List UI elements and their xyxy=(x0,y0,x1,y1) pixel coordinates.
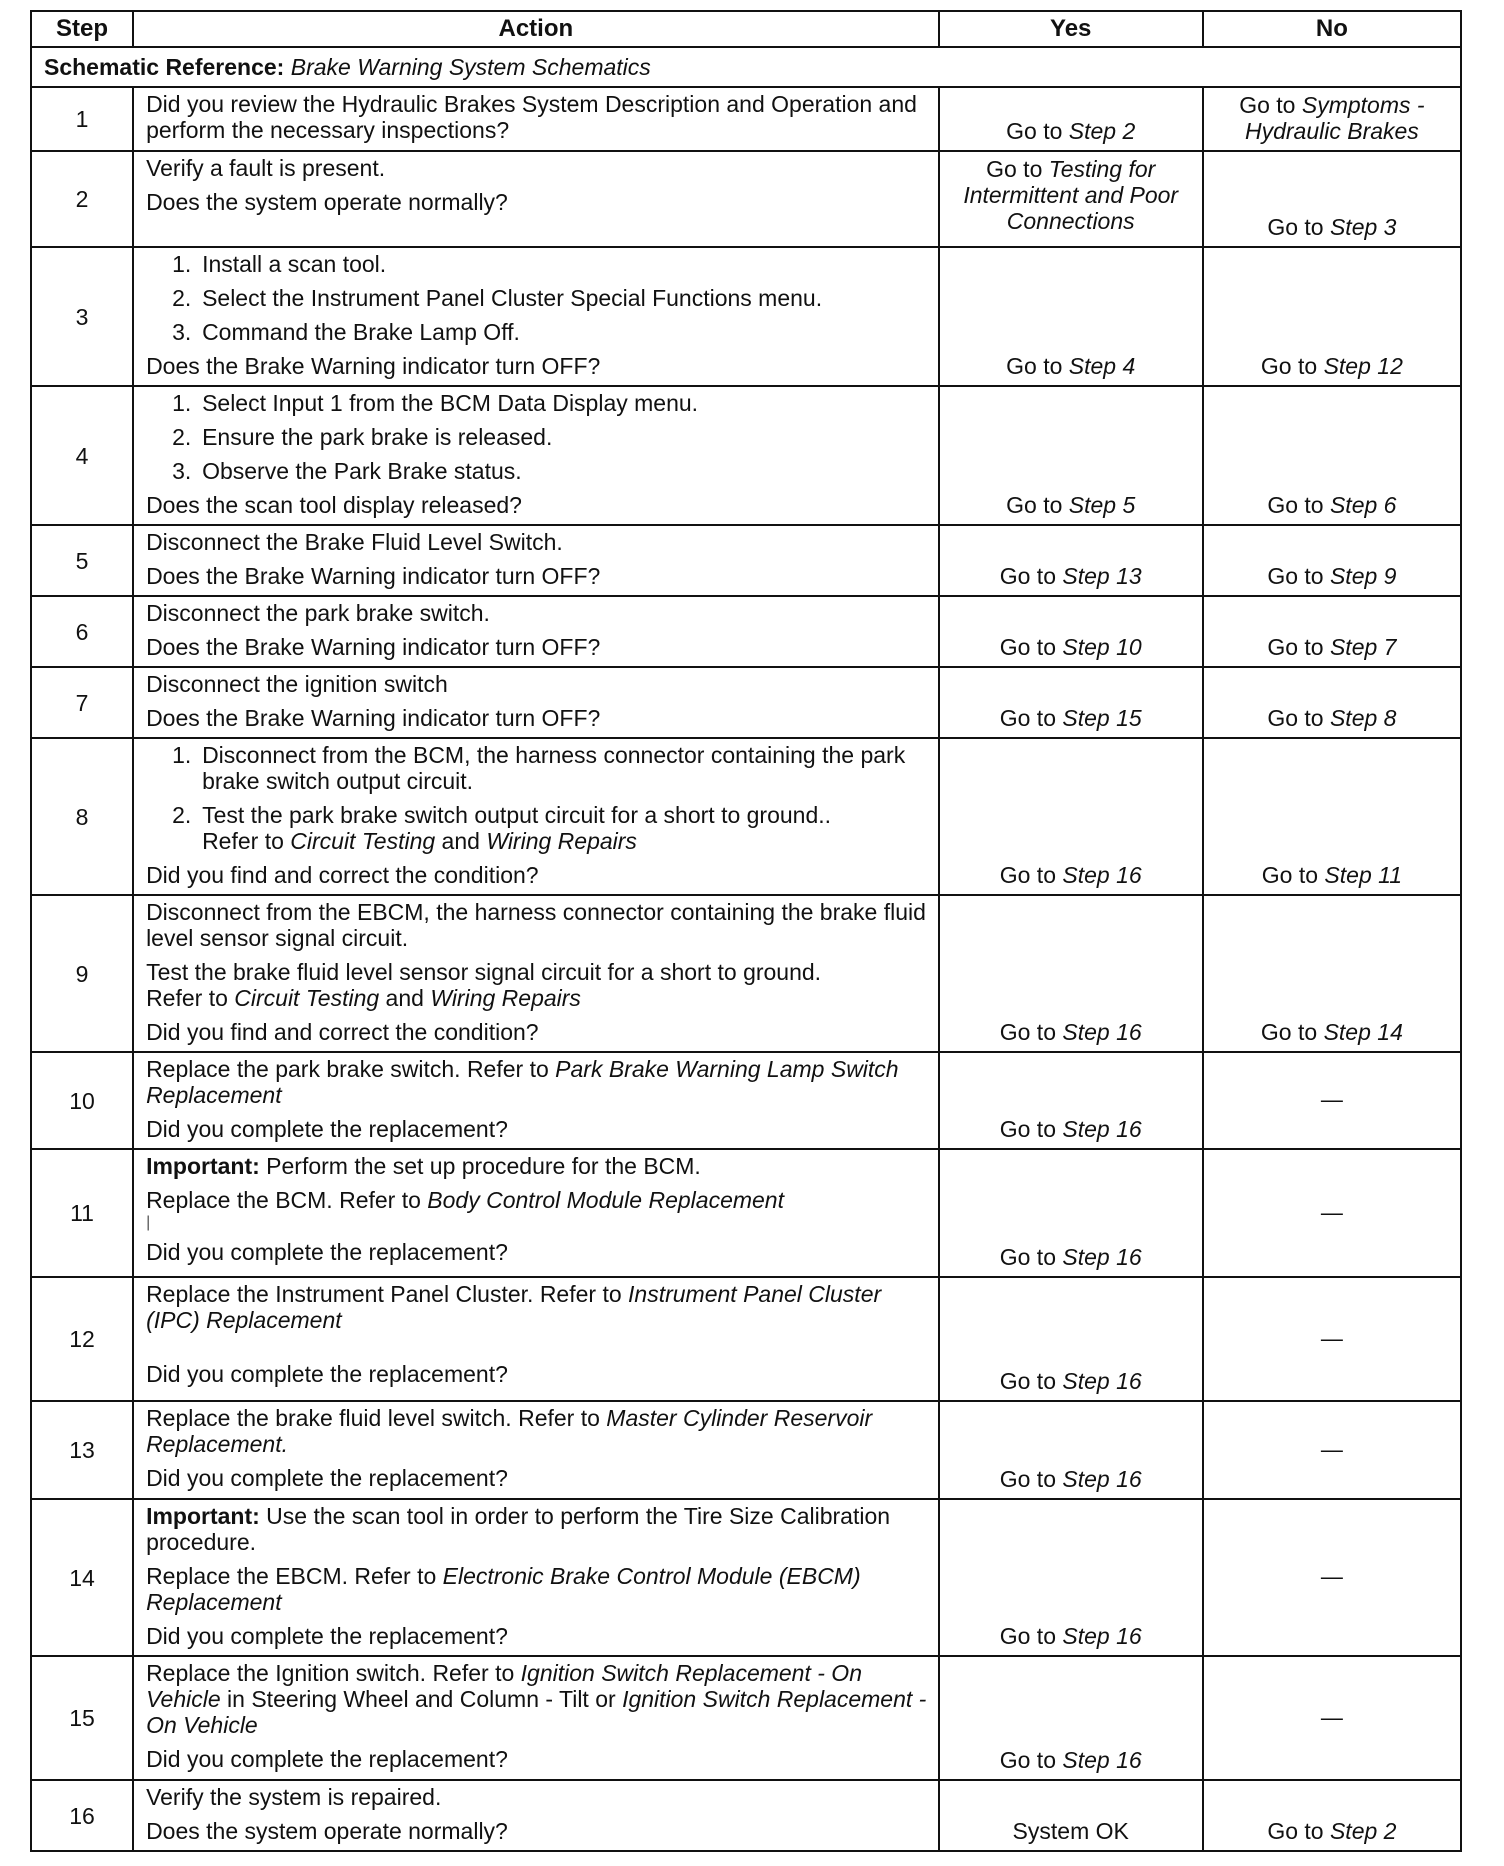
action-cell xyxy=(133,247,939,386)
header-row xyxy=(31,11,1461,47)
dash: — xyxy=(1320,1325,1343,1351)
question: Does the scan tool display released? xyxy=(146,492,522,518)
system-ok-text: System OK xyxy=(1012,1818,1129,1844)
yes-cell[interactable] xyxy=(939,525,1203,596)
no-cell xyxy=(1203,1656,1461,1780)
ignition-switch-link-2[interactable]: Ignition Switch Replacement - On Vehicle xyxy=(146,1686,927,1738)
yes-step-link[interactable]: Step 16 xyxy=(1062,1244,1142,1270)
table-row xyxy=(31,386,1461,525)
step-number: 5 xyxy=(31,525,133,596)
action-cell xyxy=(133,151,939,247)
instruction: Disconnect from the EBCM, the harness connector containing the brake fluid level sensor signal circuit. xyxy=(146,899,926,951)
table-row xyxy=(31,87,1461,151)
instruction: Replace the Ignition switch. Refer to Ignition Switch Replacement - On Vehicle in Steering Wheel and Column - Tilt or Ignition Switch Replacement - On Vehicle xyxy=(146,1660,927,1738)
go-to-text: Go to xyxy=(999,1747,1056,1773)
no-cell xyxy=(1203,1401,1461,1499)
list-item: 3. Observe the Park Brake status. xyxy=(172,458,522,484)
go-to-text: Go to xyxy=(999,705,1056,731)
action-cell xyxy=(133,1499,939,1656)
yes-step-link[interactable]: Step 16 xyxy=(1062,1116,1142,1142)
header-action: Action xyxy=(133,11,939,47)
go-to-text: Go to xyxy=(1006,353,1063,379)
go-to-text: Go to xyxy=(999,563,1056,589)
go-to-text: Go to xyxy=(1267,214,1324,240)
go-to-text: Go to xyxy=(1260,353,1318,379)
instruction: Verify a fault is present. xyxy=(146,155,386,181)
step-number: 4 xyxy=(31,386,133,525)
no-cell xyxy=(1203,1499,1461,1656)
no-step-link[interactable]: Step 14 xyxy=(1323,1019,1403,1045)
question: Did you find and correct the condition? xyxy=(146,862,539,888)
no-cell[interactable] xyxy=(1203,247,1461,386)
question: Did you review the Hydraulic Brakes System Description and Operation and perform the necessary inspections? xyxy=(146,91,917,143)
yes-cell[interactable] xyxy=(939,1401,1203,1499)
dash: — xyxy=(1320,1564,1343,1589)
action-cell xyxy=(133,1149,939,1277)
question: Did you complete the replacement? xyxy=(146,1465,508,1491)
go-to-text: Go to xyxy=(999,1623,1056,1649)
go-to-text: Go to xyxy=(1267,634,1324,660)
question: Did you complete the replacement? xyxy=(146,1623,508,1649)
question: Does the Brake Warning indicator turn OFF? xyxy=(146,705,601,731)
action-cell xyxy=(133,1780,939,1851)
step-number: 8 xyxy=(31,738,133,895)
diagnostic-table xyxy=(30,10,1462,1852)
go-to-text: Go to xyxy=(1260,1019,1318,1045)
yes-step-link[interactable]: Step 16 xyxy=(1062,1747,1142,1773)
go-to-text: Go to xyxy=(1267,705,1324,731)
table-row xyxy=(31,596,1461,667)
replacement-link[interactable]: Electronic Brake Control Module (EBCM) Replacement xyxy=(146,1563,861,1615)
table-row xyxy=(31,1149,1461,1277)
step-number: 15 xyxy=(31,1656,133,1780)
ignition-switch-link[interactable]: Ignition Switch Replacement - On Vehicle xyxy=(146,1660,862,1712)
list-item: 1. Select Input 1 from the BCM Data Display menu. xyxy=(172,390,699,416)
yes-step-link[interactable]: Step 15 xyxy=(1062,705,1142,731)
list-item: 2. Select the Instrument Panel Cluster Special Functions menu. xyxy=(172,285,823,311)
action-cell xyxy=(133,1401,939,1499)
instruction: Replace the brake fluid level switch. Refer to Master Cylinder Reservoir Replacement. xyxy=(146,1405,873,1457)
stray-mark: | xyxy=(146,1214,151,1231)
yes-cell xyxy=(939,1780,1203,1851)
yes-step-link[interactable]: Step 16 xyxy=(1062,1623,1142,1649)
instruction: Replace the EBCM. Refer to Electronic Brake Control Module (EBCM) Replacement xyxy=(146,1563,861,1615)
action-cell xyxy=(133,1656,939,1780)
yes-cell[interactable] xyxy=(939,596,1203,667)
wiring-repairs-link[interactable]: Wiring Repairs xyxy=(430,985,581,1011)
action-cell xyxy=(133,895,939,1052)
question: Does the Brake Warning indicator turn OFF? xyxy=(146,563,601,589)
yes-cell[interactable] xyxy=(939,1656,1203,1780)
yes-step-link[interactable]: Step 10 xyxy=(1062,634,1142,660)
important-note: Important: Perform the set up procedure for the BCM. xyxy=(146,1153,701,1179)
table-row xyxy=(31,1052,1461,1149)
replacement-link[interactable]: Master Cylinder Reservoir Replacement. xyxy=(146,1405,873,1457)
yes-cell[interactable] xyxy=(939,738,1203,895)
step-number: 16 xyxy=(31,1780,133,1851)
go-to-text: Go to xyxy=(1006,492,1063,518)
yes-cell[interactable] xyxy=(939,667,1203,738)
no-cell[interactable] xyxy=(1203,87,1461,151)
diagnostic-table-page xyxy=(30,10,1462,1852)
yes-step-link[interactable]: Step 16 xyxy=(1062,1368,1142,1394)
action-cell xyxy=(133,386,939,525)
action-cell xyxy=(133,525,939,596)
step-number: 10 xyxy=(31,1052,133,1149)
no-step-link[interactable]: Step 3 xyxy=(1329,214,1397,240)
no-cell[interactable] xyxy=(1203,667,1461,738)
no-step-link[interactable]: Step 8 xyxy=(1329,705,1397,731)
table-row xyxy=(31,1499,1461,1656)
go-to-text: Go to xyxy=(1261,862,1319,888)
action-cell xyxy=(133,667,939,738)
step-number: 1 xyxy=(31,87,133,151)
question: Did you complete the replacement? xyxy=(146,1116,508,1142)
step-number: 3 xyxy=(31,247,133,386)
go-to-text: Go to xyxy=(999,1466,1056,1492)
schematic-link[interactable]: Brake Warning System Schematics xyxy=(290,54,651,80)
circuit-testing-link[interactable]: Circuit Testing xyxy=(290,828,436,854)
yes-ref-link[interactable]: Testing for Intermittent and Poor Connections xyxy=(963,156,1179,234)
table-row xyxy=(31,667,1461,738)
go-to-text: Go to xyxy=(1267,1818,1324,1844)
dash: — xyxy=(1320,1704,1343,1730)
question: Did you complete the replacement? xyxy=(146,1239,508,1265)
no-ref-link[interactable]: Symptoms - Hydraulic Brakes xyxy=(1244,92,1425,144)
yes-cell[interactable] xyxy=(939,1149,1203,1277)
dash: — xyxy=(1320,1087,1343,1112)
question: Does the system operate normally? xyxy=(146,1818,508,1844)
question: Did you find and correct the condition? xyxy=(146,1019,539,1045)
schematic-reference xyxy=(31,47,1461,87)
question: Did you complete the replacement? xyxy=(146,1746,508,1772)
list-item: 1. Install a scan tool. xyxy=(172,251,387,277)
step-number: 6 xyxy=(31,596,133,667)
table-row xyxy=(31,1780,1461,1851)
circuit-testing-link[interactable]: Circuit Testing xyxy=(234,985,380,1011)
go-to-text: Go to xyxy=(999,634,1056,660)
replacement-link[interactable]: Instrument Panel Cluster (IPC) Replacement xyxy=(146,1281,882,1333)
table-row xyxy=(31,895,1461,1052)
wiring-repairs-link[interactable]: Wiring Repairs xyxy=(486,828,637,854)
question: Does the Brake Warning indicator turn OFF? xyxy=(146,353,601,379)
header-step: Step xyxy=(31,11,133,47)
schematic-label: Schematic Reference: xyxy=(44,54,285,80)
yes-step-link[interactable]: Step 5 xyxy=(1068,492,1136,518)
action-cell xyxy=(133,1052,939,1149)
go-to-text: Go to xyxy=(1006,118,1063,144)
go-to-text: Go to xyxy=(986,156,1043,182)
instruction: Replace the BCM. Refer to Body Control Module Replacement xyxy=(146,1187,784,1213)
list-item: 2. Test the park brake switch output circuit for a short to ground.. Refer to Circuit Testing and Wiring Repairs xyxy=(172,802,832,854)
table-row xyxy=(31,525,1461,596)
yes-step-link[interactable]: Step 16 xyxy=(1062,862,1142,888)
no-cell[interactable] xyxy=(1203,386,1461,525)
yes-cell[interactable] xyxy=(939,1499,1203,1656)
step-number: 14 xyxy=(31,1499,133,1656)
no-step-link[interactable]: Step 9 xyxy=(1329,563,1397,589)
step-number: 13 xyxy=(31,1401,133,1499)
yes-cell[interactable] xyxy=(939,1277,1203,1401)
table-row xyxy=(31,1277,1461,1401)
no-cell xyxy=(1203,1149,1461,1277)
instruction: Disconnect the Brake Fluid Level Switch. xyxy=(146,529,563,555)
step-number: 2 xyxy=(31,151,133,247)
no-cell[interactable] xyxy=(1203,895,1461,1052)
go-to-text: Go to xyxy=(1239,92,1296,118)
table-row xyxy=(31,1656,1461,1780)
replacement-link[interactable]: Body Control Module Replacement xyxy=(427,1187,784,1213)
instruction: Replace the Instrument Panel Cluster. Refer to Instrument Panel Cluster (IPC) Replacement xyxy=(146,1281,882,1333)
action-cell xyxy=(133,738,939,895)
table-row xyxy=(31,151,1461,247)
list-item: 2. Ensure the park brake is released. xyxy=(172,424,553,450)
yes-cell[interactable] xyxy=(939,151,1203,247)
yes-cell[interactable] xyxy=(939,87,1203,151)
header-yes: Yes xyxy=(939,11,1203,47)
table-row xyxy=(31,247,1461,386)
question: Did you complete the replacement? xyxy=(146,1361,508,1387)
go-to-text: Go to xyxy=(999,1244,1056,1270)
go-to-text: Go to xyxy=(999,1116,1056,1142)
no-cell[interactable] xyxy=(1203,738,1461,895)
action-cell xyxy=(133,1277,939,1401)
yes-cell[interactable] xyxy=(939,386,1203,525)
important-note: Important: Use the scan tool in order to perform the Tire Size Calibration procedure. xyxy=(146,1503,891,1555)
step-number: 9 xyxy=(31,895,133,1052)
no-cell[interactable] xyxy=(1203,1780,1461,1851)
no-cell xyxy=(1203,1052,1461,1149)
no-step-link[interactable]: Step 7 xyxy=(1329,634,1397,660)
go-to-text: Go to xyxy=(1267,563,1324,589)
no-cell[interactable] xyxy=(1203,151,1461,247)
action-cell xyxy=(133,87,939,151)
yes-cell[interactable] xyxy=(939,895,1203,1052)
instruction: Verify the system is repaired. xyxy=(146,1784,442,1810)
step-number: 11 xyxy=(31,1149,133,1277)
yes-step-link[interactable]: Step 13 xyxy=(1062,563,1142,589)
no-cell xyxy=(1203,1277,1461,1401)
go-to-text: Go to xyxy=(999,1019,1056,1045)
yes-step-link[interactable]: Step 2 xyxy=(1068,118,1136,144)
list-item: 1. Disconnect from the BCM, the harness connector containing the park brake switch output circuit. xyxy=(172,742,906,794)
list-item: 3. Command the Brake Lamp Off. xyxy=(172,319,520,345)
yes-step-link[interactable]: Step 16 xyxy=(1062,1019,1142,1045)
instruction: Replace the park brake switch. Refer to Park Brake Warning Lamp Switch Replacement xyxy=(146,1056,899,1108)
table-row xyxy=(31,738,1461,895)
no-step-link[interactable]: Step 12 xyxy=(1323,353,1403,379)
no-cell[interactable] xyxy=(1203,596,1461,667)
step-number: 12 xyxy=(31,1277,133,1401)
no-step-link[interactable]: Step 2 xyxy=(1329,1818,1397,1844)
go-to-text: Go to xyxy=(999,862,1056,888)
yes-cell[interactable] xyxy=(939,1052,1203,1149)
go-to-text: Go to xyxy=(1267,492,1324,518)
step-number: 7 xyxy=(31,667,133,738)
dash: — xyxy=(1320,1436,1343,1462)
no-cell[interactable] xyxy=(1203,525,1461,596)
yes-step-link[interactable]: Step 4 xyxy=(1068,353,1136,379)
no-step-link[interactable]: Step 6 xyxy=(1329,492,1397,518)
yes-step-link[interactable]: Step 16 xyxy=(1062,1466,1142,1492)
yes-cell[interactable] xyxy=(939,247,1203,386)
replacement-link[interactable]: Park Brake Warning Lamp Switch Replacement xyxy=(146,1056,899,1108)
question: Does the Brake Warning indicator turn OFF? xyxy=(146,634,601,660)
instruction: Test the brake fluid level sensor signal circuit for a short to ground. Refer to Circuit Testing and Wiring Repairs xyxy=(146,959,822,1011)
instruction: Disconnect the park brake switch. xyxy=(146,600,490,626)
table-row xyxy=(31,1401,1461,1499)
action-cell xyxy=(133,596,939,667)
header-no: No xyxy=(1203,11,1461,47)
schematic-reference-row xyxy=(31,47,1461,87)
question: Does the system operate normally? xyxy=(146,189,508,215)
dash: — xyxy=(1320,1199,1343,1225)
instruction: Disconnect the ignition switch xyxy=(146,671,448,697)
no-step-link[interactable]: Step 11 xyxy=(1324,862,1403,888)
go-to-text: Go to xyxy=(999,1368,1056,1394)
